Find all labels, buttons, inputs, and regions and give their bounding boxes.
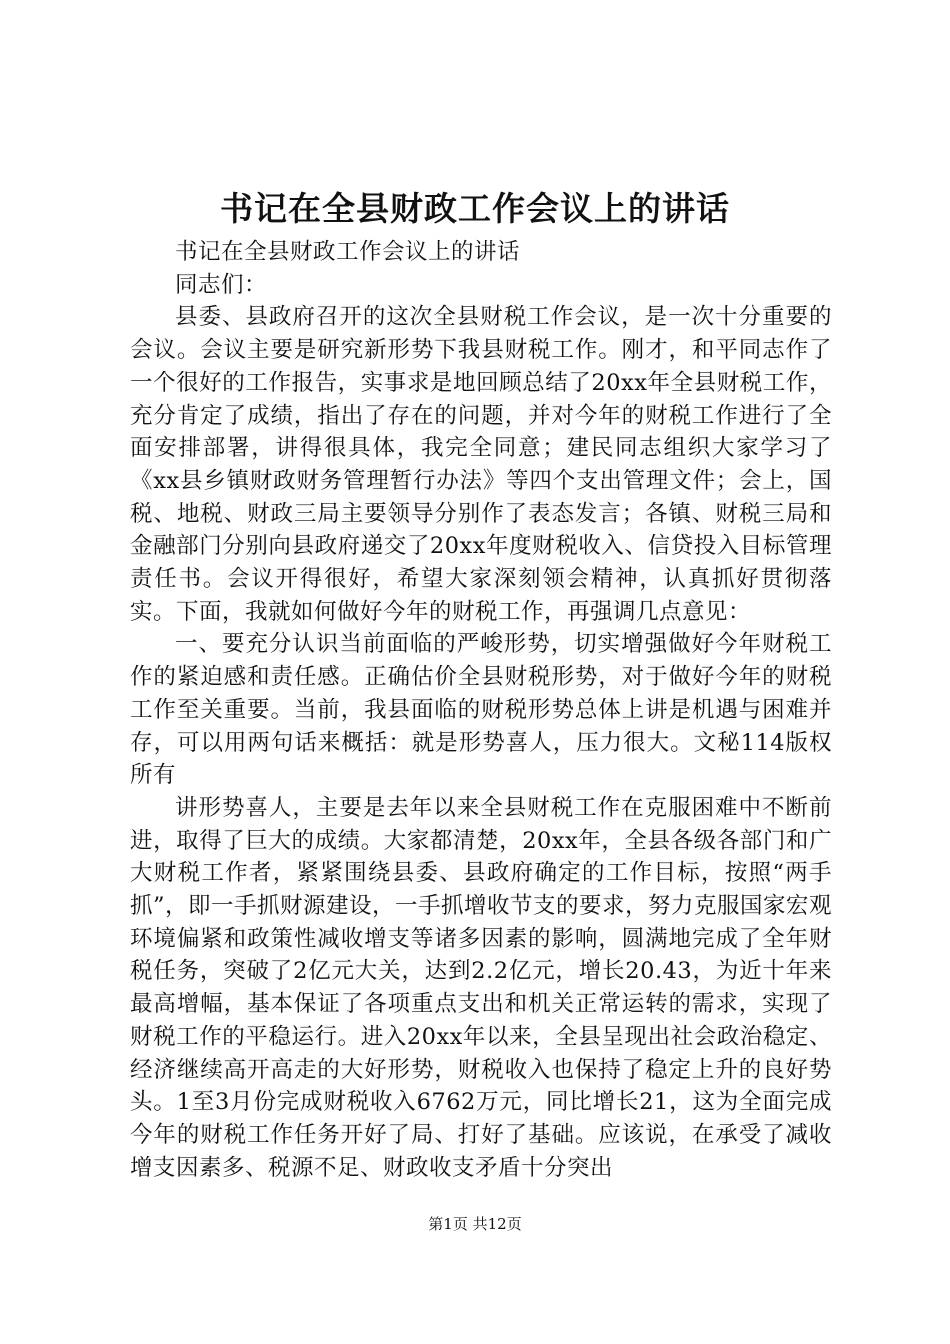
paragraph-subtitle: 书记在全县财政工作会议上的讲话 [175,239,521,265]
page-number-footer: 第1页 共12页 [428,1215,522,1233]
document-body [130,236,832,1184]
paragraph-opening: 县委、县政府召开的这次全县财税工作会议，是一次十分重要的会议。会议主要是研究新形势下我县财税工作。刚才，和平同志作了一个很好的工作报告，实事求是地回顾总结了20xx年全县财税工作，充分肯定了成绩，指出了存在的问题，并对今年的财税工作进行了全面安排部署，讲得很具体，我完全同意；建民同志组织大家学习了《xx县乡镇财政财务管理暂行办法》等四个支出管理文件；会上，国税、地税、财政三局主要领导分别作了表态发言；各镇、财税三局和金融部门分别向县政府递交了20xx年度财税收入、信贷投入目标管理责任书。会议开得很好，希望大家深刻领会精神，认真抓好贯彻落实。下面，我就如何做好今年的财税工作，再强调几点意见： [130,304,832,625]
paragraph-salutation: 同志们： [175,271,268,298]
paragraph-situation: 讲形势喜人，主要是去年以来全县财税工作在克服困难中不断前进，取得了巨大的成绩。大家都清楚，20xx年，全县各级各部门和广大财税工作者，紧紧围绕县委、县政府确定的工作目标，按照“两手抓”，即一手抓财源建设，一手抓增收节支的要求，努力克服国家宏观环境偏紧和政策性减收增支等诸多因素的影响，圆满地完成了全年财税任务，突破了2亿元大关，达到2.2亿元，增长20.43，为近十年来最高增幅，基本保证了各项重点支出和机关正常运转的需求，实现了财税工作的平稳运行。进入20xx年以来，全县呈现出社会政治稳定、经济继续高开高走的大好形势，财税收入也保持了稳定上升的良好势头。1至3月份完成财税收入6762万元，同比增长21，这为全面完成今年的财税工作任务开好了局、打好了基础。应该说，在承受了减收增支因素多、税源不足、财政收支矛盾十分突出 [130,794,833,1181]
paragraph-section-one: 一、要充分认识当前面临的严峻形势，切实增强做好今年财税工作的紧迫感和责任感。正确估价全县财税形势，对于做好今年的财税工作至关重要。当前，我县面临的财税形势总体上讲是机遇与困难并存，可以用两句话来概括：就是形势喜人，压力很大。文秘114版权所有 [130,631,832,789]
document-title: 书记在全县财政工作会议上的讲话 [220,189,730,228]
